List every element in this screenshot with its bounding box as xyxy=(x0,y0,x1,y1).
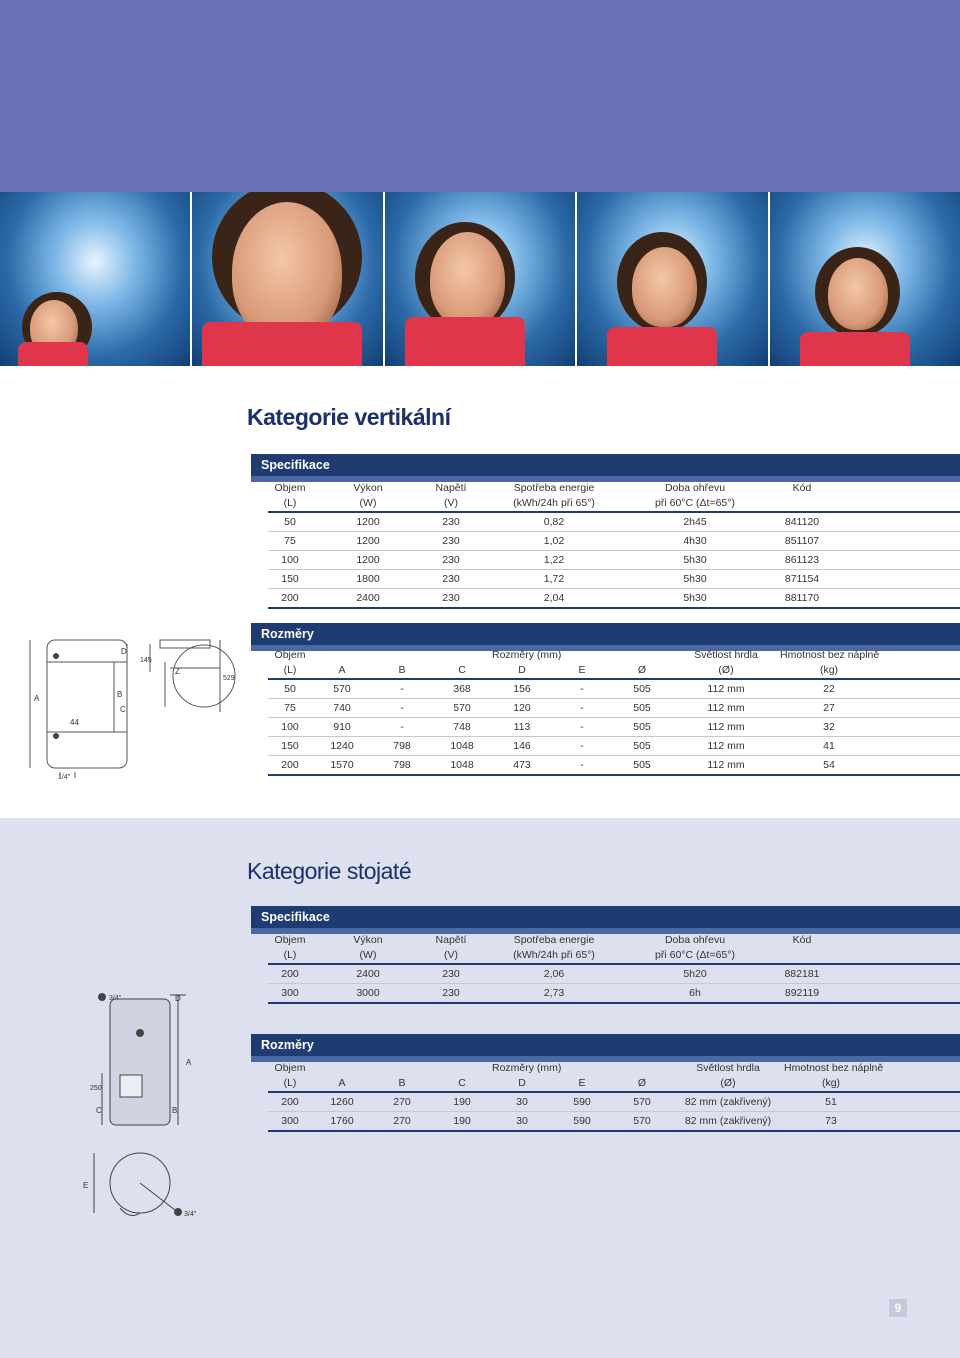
table-cell: 505 xyxy=(612,679,672,699)
header-cell: D xyxy=(492,663,552,679)
table-header-row xyxy=(268,481,960,496)
header-cell: (L) xyxy=(268,948,312,964)
table-header-row xyxy=(268,1061,960,1076)
table-cell: 300 xyxy=(268,1112,312,1132)
header-cell: C xyxy=(432,663,492,679)
header-cell: (kg) xyxy=(780,663,878,679)
table-cell: 150 xyxy=(268,570,312,589)
diagram-label-d: D xyxy=(175,994,181,1003)
table-body xyxy=(268,1092,960,1131)
header-cell: Rozměry (mm) xyxy=(492,1062,562,1074)
table-body xyxy=(268,679,960,775)
table-cell: 230 xyxy=(424,532,478,551)
table-cell: 73 xyxy=(784,1112,878,1132)
swimmer-photo xyxy=(770,192,960,366)
swimmer-photo xyxy=(192,192,382,366)
table-header-row xyxy=(268,648,960,663)
table-cell: 570 xyxy=(612,1112,672,1132)
table-row xyxy=(268,984,960,1004)
header-cell: (Ø) xyxy=(672,1076,784,1092)
diagram-label-b: B xyxy=(117,690,123,699)
table-cell: 27 xyxy=(780,699,878,718)
dims-table-vertical xyxy=(268,648,960,776)
table-cell: 2400 xyxy=(312,589,424,609)
table-cell: 300 xyxy=(268,984,312,1004)
table-cell: 150 xyxy=(268,737,312,756)
table-cell: - xyxy=(552,679,612,699)
header-cell: (L) xyxy=(268,1076,312,1092)
table-row xyxy=(268,737,960,756)
diagram-label-z: Z xyxy=(175,667,180,676)
header-cell: Objem xyxy=(274,649,306,661)
table-cell: 5h30 xyxy=(630,570,760,589)
table-cell: 82 mm (zakřivený) xyxy=(672,1092,784,1112)
table-cell: 75 xyxy=(268,532,312,551)
table-cell: 841120 xyxy=(760,512,844,532)
dims-header-bar: Rozměry xyxy=(251,623,960,645)
diagram-label-250: 250 xyxy=(90,1085,102,1092)
table-cell: 41 xyxy=(780,737,878,756)
header-cell: Kód xyxy=(792,934,812,946)
table-cell: 75 xyxy=(268,699,312,718)
dims-table-stojate xyxy=(268,1061,960,1132)
table-cell: 32 xyxy=(780,718,878,737)
table-cell: 112 mm xyxy=(672,737,780,756)
table-cell: 100 xyxy=(268,718,312,737)
table-cell: 505 xyxy=(612,737,672,756)
header-cell: Objem xyxy=(274,1062,306,1074)
table-cell: 590 xyxy=(552,1092,612,1112)
table-cell: 113 xyxy=(492,718,552,737)
table-row xyxy=(268,679,960,699)
table-cell: 200 xyxy=(268,756,312,776)
table-cell: 881170 xyxy=(760,589,844,609)
table-cell: 30 xyxy=(492,1112,552,1132)
header-cell: (L) xyxy=(268,496,312,512)
table-cell: 156 xyxy=(492,679,552,699)
header-cell: Doba ohřevu xyxy=(664,934,726,946)
table-cell: 50 xyxy=(268,512,312,532)
table-header-row xyxy=(268,496,960,512)
swimmer-photo xyxy=(0,192,190,366)
table-cell: 570 xyxy=(432,699,492,718)
diagram-label-145: 145 xyxy=(140,657,152,664)
header-cell: (V) xyxy=(424,948,478,964)
header-cell: Doba ohřevu xyxy=(664,482,726,494)
table-cell: 505 xyxy=(612,699,672,718)
table-cell: 146 xyxy=(492,737,552,756)
diagram-label-c: C xyxy=(96,1106,102,1115)
table-cell: 112 mm xyxy=(672,699,780,718)
table-cell: 200 xyxy=(268,1092,312,1112)
header-cell: Výkon xyxy=(353,934,383,946)
header-cell: (kg) xyxy=(784,1076,878,1092)
header-cell: (W) xyxy=(312,948,424,964)
table-cell: - xyxy=(552,737,612,756)
table-cell: 270 xyxy=(372,1112,432,1132)
header-cell: Ø xyxy=(612,663,672,679)
table-cell: 54 xyxy=(780,756,878,776)
header-cell: Objem xyxy=(274,934,306,946)
floor-heater-top-view xyxy=(80,1148,210,1223)
table-cell: 590 xyxy=(552,1112,612,1132)
table-cell: 748 xyxy=(432,718,492,737)
diagram-label-e: E xyxy=(83,1181,89,1190)
header-cell: (L) xyxy=(268,663,312,679)
table-cell: 798 xyxy=(372,737,432,756)
header-cell: A xyxy=(312,1076,372,1092)
table-cell: 1200 xyxy=(312,512,424,532)
table-row xyxy=(268,718,960,737)
table-cell: 851107 xyxy=(760,532,844,551)
header-cell: Rozměry (mm) xyxy=(492,649,562,661)
table-cell: 1048 xyxy=(432,737,492,756)
table-row xyxy=(268,756,960,776)
table-cell: 2,73 xyxy=(478,984,630,1004)
table-row xyxy=(268,551,960,570)
header-cell: (V) xyxy=(424,496,478,512)
table-cell: 112 mm xyxy=(672,679,780,699)
table-cell: 5h20 xyxy=(630,964,760,984)
table-cell: 798 xyxy=(372,756,432,776)
table-cell: 1,02 xyxy=(478,532,630,551)
table-cell: 1200 xyxy=(312,551,424,570)
table-cell: 505 xyxy=(612,718,672,737)
table-cell: 892119 xyxy=(760,984,844,1004)
header-cell: při 60°C (Δt=65°) xyxy=(630,948,760,964)
table-cell: 112 mm xyxy=(672,718,780,737)
section-title-vertical: Kategorie vertikální xyxy=(247,404,451,430)
diagram-label-b: B xyxy=(172,1106,178,1115)
table-cell: 270 xyxy=(372,1092,432,1112)
header-cell: Spotřeba energie xyxy=(513,482,595,494)
table-cell: 1260 xyxy=(312,1092,372,1112)
table-cell: 910 xyxy=(312,718,372,737)
table-cell: 871154 xyxy=(760,570,844,589)
header-cell: (kWh/24h při 65°) xyxy=(478,496,630,512)
table-cell: 861123 xyxy=(760,551,844,570)
table-cell: 230 xyxy=(424,964,478,984)
specs-table-stojate xyxy=(268,933,960,1004)
table-cell: - xyxy=(372,699,432,718)
table-cell: - xyxy=(552,699,612,718)
table-row xyxy=(268,532,960,551)
header-cell: při 60°C (Δt=65°) xyxy=(630,496,760,512)
diagram-label-thread: 1/4" xyxy=(58,774,71,781)
table-cell: 882181 xyxy=(760,964,844,984)
table-cell: 2h45 xyxy=(630,512,760,532)
table-cell: 230 xyxy=(424,512,478,532)
table-cell: 3000 xyxy=(312,984,424,1004)
table-row xyxy=(268,699,960,718)
diagram-label-pipe: 44 xyxy=(70,718,79,727)
table-cell: 190 xyxy=(432,1092,492,1112)
table-cell: 2,04 xyxy=(478,589,630,609)
table-cell: 368 xyxy=(432,679,492,699)
header-band xyxy=(0,0,960,192)
specs-header-bar: Specifikace xyxy=(251,454,960,476)
header-cell: Objem xyxy=(274,482,306,494)
table-cell: - xyxy=(552,756,612,776)
table-cell: 230 xyxy=(424,984,478,1004)
table-row xyxy=(268,1112,960,1132)
header-cell: (Ø) xyxy=(672,663,780,679)
section-title-stojate: Kategorie stojaté xyxy=(247,858,412,884)
table-header-row xyxy=(268,663,960,679)
table-header-row xyxy=(268,933,960,948)
swimmer-photo xyxy=(385,192,575,366)
table-cell: 112 mm xyxy=(672,756,780,776)
table-cell: 230 xyxy=(424,570,478,589)
page-number: 9 xyxy=(889,1299,907,1317)
table-cell: 1240 xyxy=(312,737,372,756)
vertical-heater-diagram xyxy=(20,632,245,782)
dims-header-bar: Rozměry xyxy=(251,1034,960,1056)
table-cell: 473 xyxy=(492,756,552,776)
diagram-label-c: C xyxy=(120,705,126,714)
table-cell: 22 xyxy=(780,679,878,699)
table-cell: 2,06 xyxy=(478,964,630,984)
header-cell: C xyxy=(432,1076,492,1092)
diagram-label-a: A xyxy=(34,694,40,703)
header-cell: Výkon xyxy=(353,482,383,494)
diagram-label-thread-top: 3/4" xyxy=(109,995,122,1002)
table-cell: - xyxy=(372,679,432,699)
table-cell: 740 xyxy=(312,699,372,718)
table-cell: 230 xyxy=(424,551,478,570)
table-row xyxy=(268,964,960,984)
table-cell: 2400 xyxy=(312,964,424,984)
table-cell: 0,82 xyxy=(478,512,630,532)
table-cell: 570 xyxy=(612,1092,672,1112)
table-cell: 51 xyxy=(784,1092,878,1112)
header-cell: Kód xyxy=(792,482,812,494)
table-cell: 100 xyxy=(268,551,312,570)
table-cell: 4h30 xyxy=(630,532,760,551)
table-cell: 50 xyxy=(268,679,312,699)
header-cell: E xyxy=(552,663,612,679)
table-header-row xyxy=(268,948,960,964)
table-body xyxy=(268,964,960,1003)
table-cell: 1800 xyxy=(312,570,424,589)
table-row xyxy=(268,589,960,609)
table-row xyxy=(268,1092,960,1112)
header-cell: B xyxy=(372,663,432,679)
table-cell: 1,22 xyxy=(478,551,630,570)
swimmer-photo xyxy=(577,192,767,366)
table-cell: 190 xyxy=(432,1112,492,1132)
specs-header-bar: Specifikace xyxy=(251,906,960,928)
table-row xyxy=(268,512,960,532)
table-cell: 230 xyxy=(424,589,478,609)
header-cell: D xyxy=(492,1076,552,1092)
header-cell: Hmotnost bez náplně xyxy=(780,649,880,661)
photo-strip xyxy=(0,192,960,366)
table-cell: 1200 xyxy=(312,532,424,551)
table-header-row xyxy=(268,1076,960,1092)
header-cell: Spotřeba energie xyxy=(513,934,595,946)
table-cell: 30 xyxy=(492,1092,552,1112)
table-row xyxy=(268,570,960,589)
diagram-label-a: A xyxy=(186,1058,192,1067)
header-cell: (kWh/24h při 65°) xyxy=(478,948,630,964)
header-cell: E xyxy=(552,1076,612,1092)
table-cell: 570 xyxy=(312,679,372,699)
header-cell: Ø xyxy=(612,1076,672,1092)
table-cell: 5h30 xyxy=(630,551,760,570)
header-cell: (W) xyxy=(312,496,424,512)
table-cell: - xyxy=(372,718,432,737)
header-cell: Světlost hrdla xyxy=(694,649,758,661)
header-cell: A xyxy=(312,663,372,679)
header-cell: Hmotnost bez náplně xyxy=(784,1062,884,1074)
table-cell: 6h xyxy=(630,984,760,1004)
header-cell: Napětí xyxy=(435,482,467,494)
table-cell: - xyxy=(552,718,612,737)
header-cell: Napětí xyxy=(435,934,467,946)
diagram-label-thread-bottom: 3/4" xyxy=(184,1211,197,1218)
table-cell: 82 mm (zakřivený) xyxy=(672,1112,784,1132)
table-cell: 505 xyxy=(612,756,672,776)
table-cell: 1048 xyxy=(432,756,492,776)
diagram-label-d: D xyxy=(121,647,127,656)
table-cell: 1,72 xyxy=(478,570,630,589)
floor-heater-diagram xyxy=(80,985,230,1135)
table-cell: 1570 xyxy=(312,756,372,776)
table-cell: 5h30 xyxy=(630,589,760,609)
table-cell: 200 xyxy=(268,589,312,609)
table-cell: 1760 xyxy=(312,1112,372,1132)
header-cell: Světlost hrdla xyxy=(696,1062,760,1074)
diagram-label-529: 529 xyxy=(223,675,235,682)
specs-table-vertical xyxy=(268,481,960,609)
table-cell: 200 xyxy=(268,964,312,984)
table-body xyxy=(268,512,960,608)
header-cell: B xyxy=(372,1076,432,1092)
table-cell: 120 xyxy=(492,699,552,718)
